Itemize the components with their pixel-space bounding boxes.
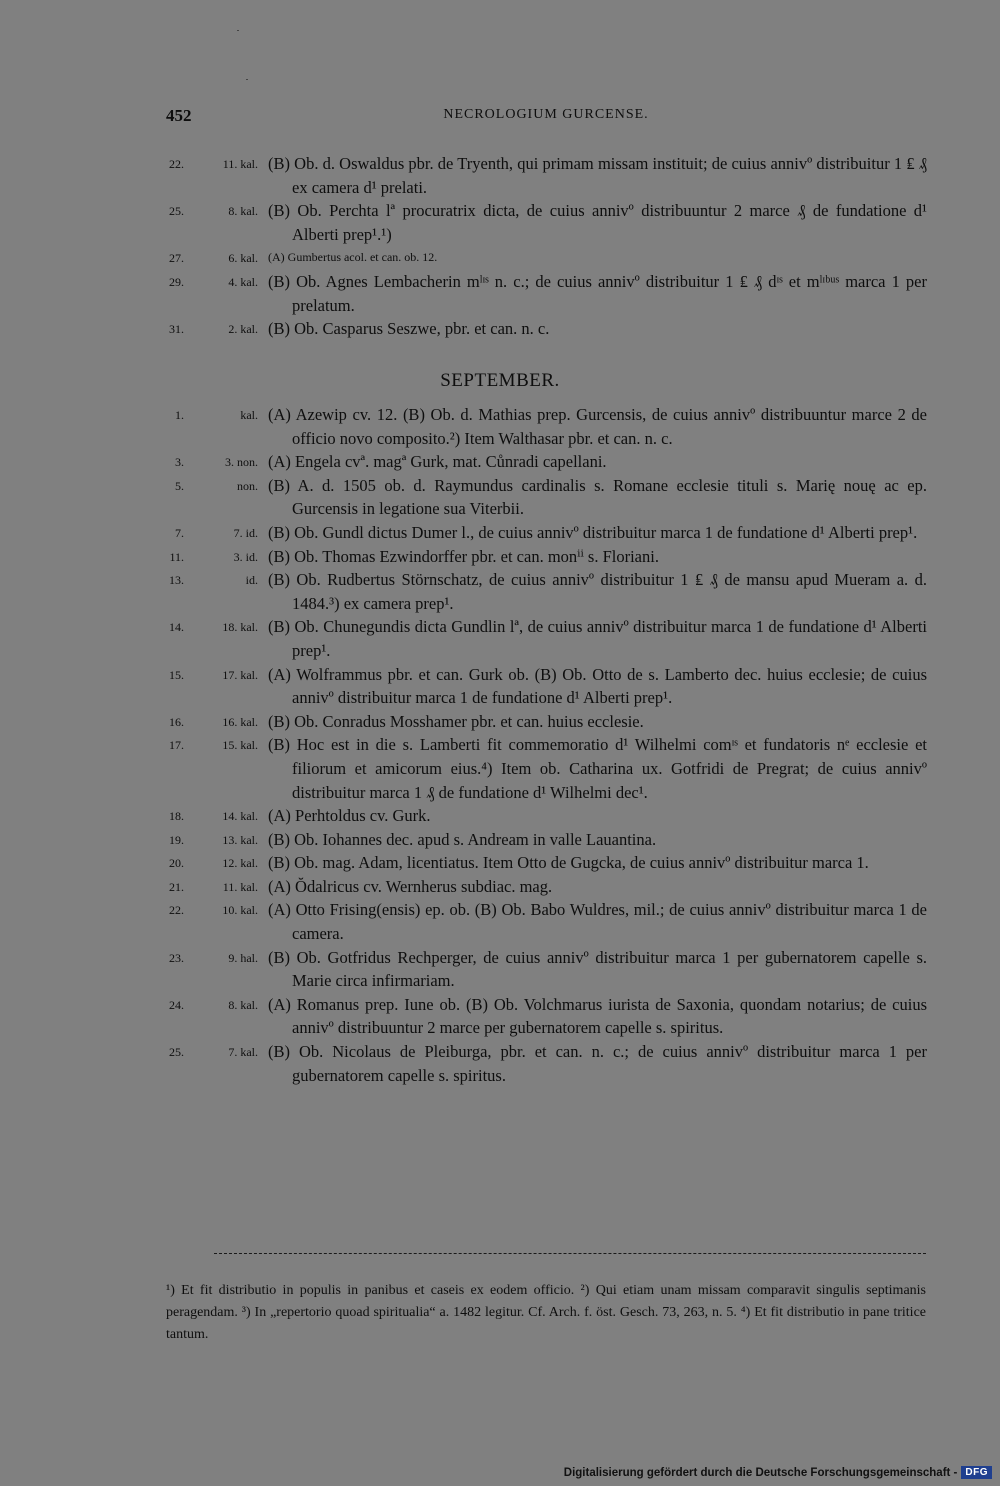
- necrology-entry: [162, 615, 927, 662]
- entry-calendar-date: 17. kal.: [222, 667, 258, 682]
- entry-text: (B) Ob. Casparus Seszwe, pbr. et can. n. c.: [268, 319, 550, 339]
- entry-calendar-date: 13. kal.: [222, 832, 258, 847]
- entry-calendar-date: 3. non.: [225, 455, 258, 470]
- necrology-entry: [162, 663, 927, 710]
- necrology-entry: [162, 851, 927, 875]
- entry-text: (B) Ob. Chunegundis dicta Gundlin lª, de cuius annivº distribuitur marca 1 de fundatione d¹ Alberti prep¹.: [268, 617, 927, 660]
- necrology-entry: [162, 733, 927, 804]
- entry-text: (B) Ob. Gotfridus Rechperger, de cuius annivº distribuitur marca 1 per gubernatorem capelle s. Marie circa infirmariam.: [268, 947, 927, 991]
- entry-text: (A) Perhtoldus cv. Gurk.: [268, 806, 431, 826]
- entry-calendar-date: 9. hal.: [228, 950, 258, 965]
- running-title: NECROLOGIUM GURCENSE.: [443, 107, 649, 122]
- entry-calendar-date: 8. kal.: [228, 997, 258, 1012]
- entry-calendar-date: 3. id.: [233, 549, 258, 564]
- entry-calendar-date: 4. kal.: [228, 274, 258, 289]
- entry-day: 13.: [169, 573, 184, 588]
- necrology-entry: [162, 710, 927, 734]
- footnotes: ¹) Et fit distributio in populis in panibus et caseis ex eodem officio. ²) Qui etiam unam missam comparavit singulis septimanis peragendam. ³) In „repertorio quoad spiritualia“ a. 1482 legitur. Cf. Arch. f. öst. Gesch. 73, 263, n. 5. ⁴) Et fit distributio in pane tritice tantum.: [166, 1283, 926, 1342]
- necrology-entry: [162, 828, 927, 852]
- entry-text: (B) A. d. 1505 ob. d. Raymundus cardinalis s. Romane ecclesie tituli s. Marię nouę ac ep. Gurcensis in legatione sua Viterbii.: [268, 475, 927, 519]
- dfg-logo[interactable]: DFG: [961, 1466, 992, 1479]
- entry-day: 7.: [175, 525, 184, 540]
- entry-text: (B) Ob. mag. Adam, licentiatus. Item Otto de Gugcka, de cuius annivº distribuitur marca 1.: [268, 853, 869, 873]
- page-number: 452: [166, 106, 192, 125]
- entry-day: 15.: [169, 667, 184, 682]
- entry-day: 27.: [169, 251, 184, 266]
- necrology-entry: [162, 317, 927, 341]
- necrology-entry: [162, 545, 927, 569]
- entry-text: (B) Ob. Gundl dictus Dumer l., de cuius annivº distribuitur marca 1 de fundatione d¹ Alberti prep¹.: [268, 522, 918, 542]
- entry-text: (B) Ob. d. Oswaldus pbr. de Tryenth, qui primam missam instituit; de cuius annivº distribuitur 1 ₤ ₰ ex camera d¹ prelati.: [268, 154, 927, 197]
- necrology-entry: [162, 450, 927, 474]
- entry-text: (A) Azewip cv. 12. (B) Ob. d. Mathias prep. Gurcensis, de cuius annivº distribuuntur marce 2 de officio novo composito.²) Item Walthasar pbr. et can. n. c.: [268, 405, 927, 448]
- september-entries: [162, 403, 927, 1087]
- entry-calendar-date: 12. kal.: [222, 856, 258, 871]
- entry-text: (B) Ob. Nicolaus de Pleiburga, pbr. et can. n. c.; de cuius annivº distribuitur marca 1 per gubernatorem capelle s. spiritus.: [268, 1042, 927, 1085]
- section-title: SEPTEMBER.: [440, 370, 560, 391]
- entry-day: 18.: [169, 809, 184, 824]
- entry-day: 24.: [169, 997, 184, 1012]
- entry-day: 11.: [169, 549, 184, 564]
- entry-day: 25.: [169, 1045, 184, 1060]
- entry-day: 29.: [169, 274, 184, 289]
- entry-calendar-date: 10. kal.: [222, 903, 258, 918]
- entry-day: 21.: [169, 879, 184, 894]
- entry-calendar-date: 18. kal.: [222, 620, 258, 635]
- entry-text: (A) Engela cvª. magª Gurk, mat. Cůnradi capellani.: [268, 452, 607, 472]
- digitization-footer: [564, 1466, 992, 1479]
- entry-text: (B) Ob. Thomas Ezwindorffer pbr. et can. monⁱⁱ s. Floriani.: [268, 546, 659, 566]
- entry-text: (B) Ob. Conradus Mosshamer pbr. et can. huius ecclesie.: [268, 711, 644, 731]
- scan-speck: [246, 79, 248, 80]
- entry-calendar-date: 16. kal.: [222, 714, 258, 729]
- entry-calendar-date: id.: [245, 573, 258, 588]
- scan-speck: [237, 30, 239, 31]
- entry-day: 20.: [169, 856, 184, 871]
- entry-text: (B) Ob. Iohannes dec. apud s. Andream in valle Lauantina.: [268, 829, 657, 849]
- necrology-entry: [162, 875, 927, 899]
- necrology-entry: [162, 403, 927, 450]
- entry-text: (B) Ob. Agnes Lembacherin mˡᶦˢ n. c.; de cuius annivº distribuitur 1 ₤ ₰ dᶦˢ et mˡᶦᵇᵘˢ marca 1 per prelatum.: [268, 271, 927, 315]
- necrology-entry: [162, 804, 927, 828]
- necrology-entry: [162, 246, 927, 270]
- necrology-entry: [162, 521, 927, 545]
- entry-calendar-date: 11. kal.: [222, 157, 258, 171]
- entry-calendar-date: kal.: [240, 408, 258, 422]
- entry-text: (A) Wolframmus pbr. et can. Gurk ob. (B) Ob. Otto de s. Lamberto dec. huius ecclesie; de cuius annivº distribuitur marca 1 de fundatione d¹ Alberti prep¹.: [268, 664, 927, 708]
- entry-day: 25.: [169, 204, 184, 219]
- entry-text: (B) Ob. Perchta lª procuratrix dicta, de cuius annivº distribuuntur 2 marce ₰ de fundatione d¹ Alberti prep¹.¹): [268, 201, 927, 244]
- necrology-entry: [162, 1040, 927, 1087]
- entry-day: 16.: [169, 714, 184, 729]
- necrology-entry: [162, 199, 927, 246]
- entry-day: 14.: [169, 620, 184, 635]
- necrology-entry: [162, 993, 927, 1040]
- entry-calendar-date: non.: [237, 478, 258, 493]
- necrology-entry: [162, 474, 927, 521]
- entry-text: (A) Romanus prep. Iune ob. (B) Ob. Volchmarus iurista de Saxonia, quondam notarius; de cuius annivº distribuuntur 2 marce per gubernatorem capelle s. spiritus.: [268, 994, 927, 1038]
- necrology-entry: [162, 568, 927, 615]
- entry-text: (A) Otto Frising(ensis) ep. ob. (B) Ob. Babo Wuldres, mil.; de cuius annivº distribuitur marca 1 de camera.: [268, 900, 927, 944]
- entry-day: 5.: [175, 478, 184, 493]
- entry-day: 22.: [169, 157, 184, 171]
- entry-calendar-date: 7. id.: [233, 525, 258, 540]
- entry-text: (B) Ob. Rudbertus Störnschatz, de cuius annivº distribuitur 1 ₤ ₰ de mansu apud Mueram a. d. 1484.³) ex camera prep¹.: [268, 570, 927, 613]
- entry-text: (B) Hoc est in die s. Lamberti fit commemoratio d¹ Wilhelmi comᶦˢ et fundatoris nᵉ ecclesie et filiorum et amicorum eius.⁴) Item ob. Catharina ux. Gotfridi de Pregrat; de cuius annivº distribuitur marca 1 ₰ de fundatione d¹ Wilhelmi dec¹.: [268, 735, 927, 802]
- footnote-divider: [214, 1253, 926, 1254]
- entry-day: 19.: [169, 832, 184, 847]
- entry-calendar-date: 11. kal.: [222, 879, 258, 894]
- necrology-entry: [162, 946, 927, 993]
- entry-calendar-date: 14. kal.: [222, 809, 258, 824]
- entry-calendar-date: 15. kal.: [222, 738, 258, 753]
- entry-day: 31.: [169, 322, 184, 337]
- entry-text: (A) Gumbertus acol. et can. ob. 12.: [268, 250, 438, 265]
- necrology-entry: [162, 152, 927, 199]
- entry-day: 23.: [169, 950, 184, 965]
- entry-day: 22.: [169, 903, 184, 918]
- entry-calendar-date: 7. kal.: [228, 1045, 258, 1060]
- entry-day: 1.: [175, 408, 184, 422]
- entry-calendar-date: 8. kal.: [228, 204, 258, 219]
- footer-text: Digitalisierung gefördert durch die Deutsche Forschungsgemeinschaft -: [563, 1466, 958, 1479]
- page-header: [166, 106, 926, 130]
- entry-calendar-date: 6. kal.: [228, 251, 258, 266]
- entry-calendar-date: 2. kal.: [228, 322, 258, 337]
- entry-day: 3.: [175, 455, 184, 470]
- entry-text: (A) Ŏdalricus cv. Wernherus subdiac. mag.: [268, 876, 553, 896]
- necrology-entry: [162, 270, 927, 317]
- entry-day: 17.: [169, 738, 184, 753]
- august-entries: [162, 152, 927, 341]
- necrology-entry: [162, 898, 927, 945]
